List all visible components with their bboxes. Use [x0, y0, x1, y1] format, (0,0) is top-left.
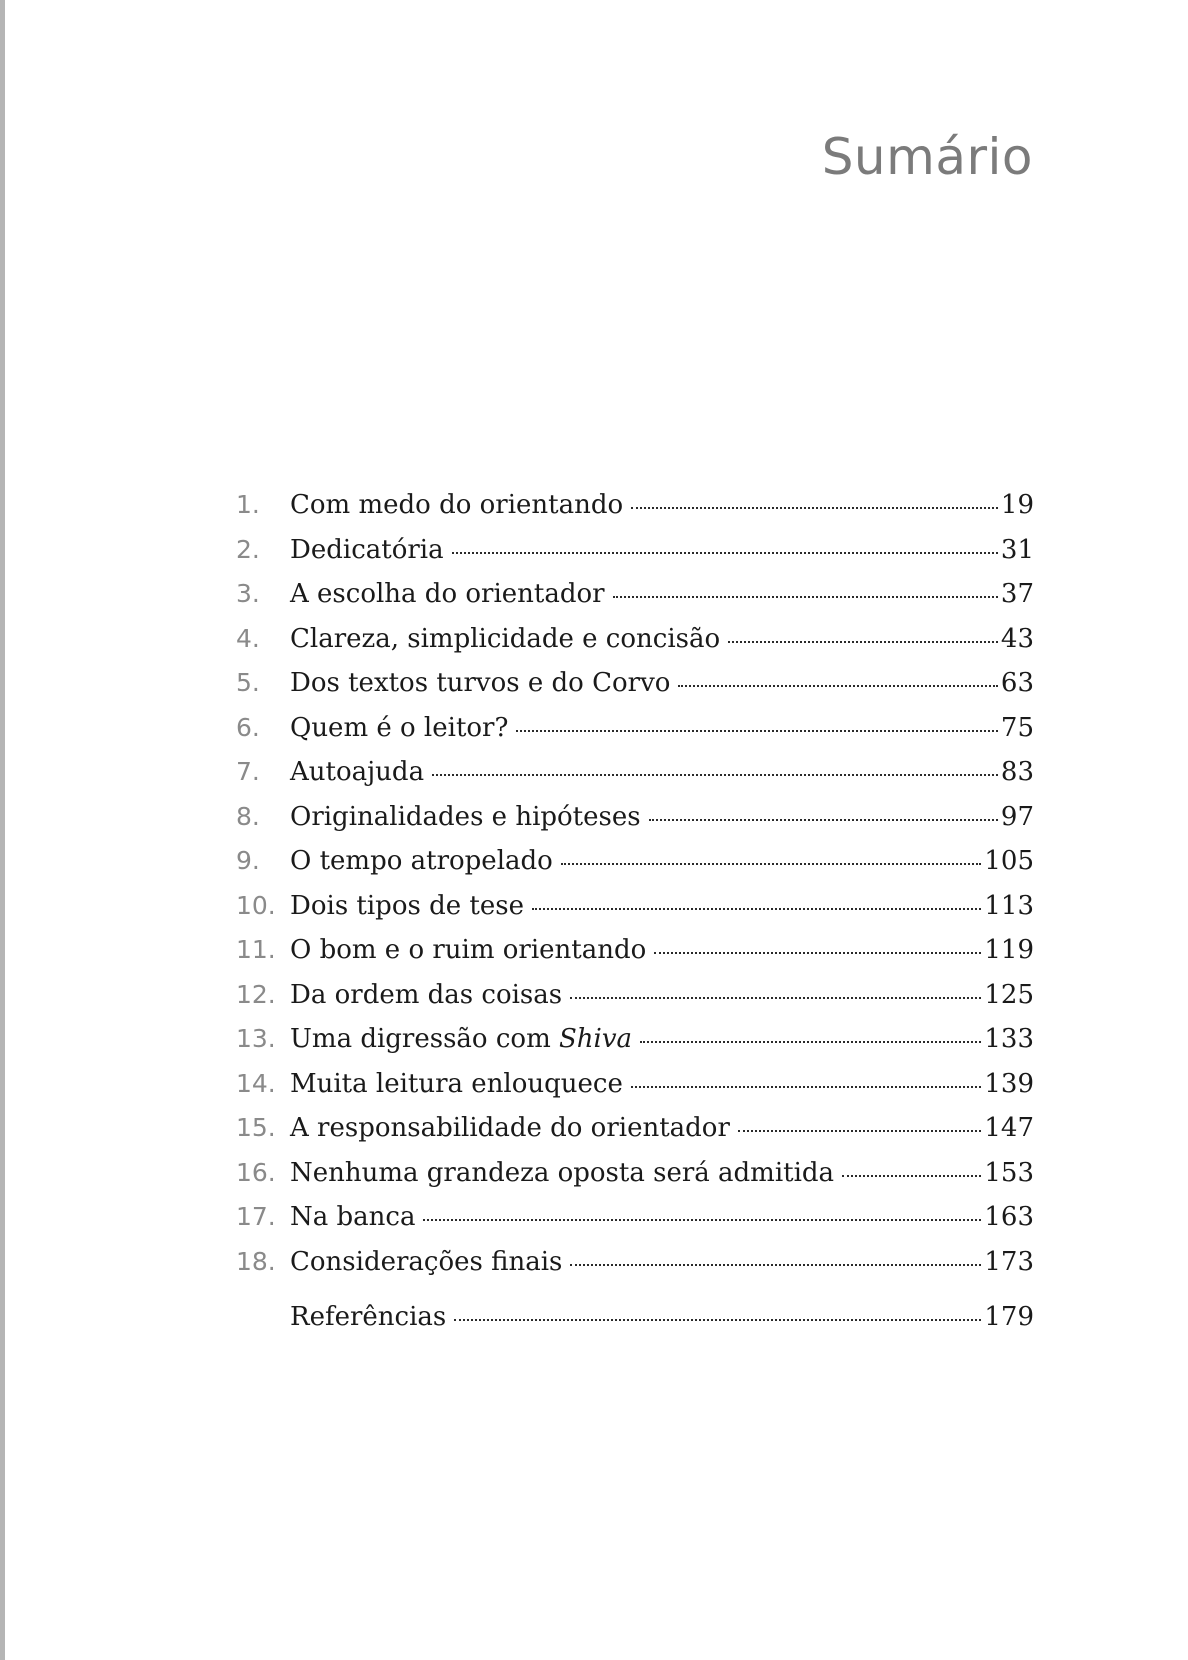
page-number: 83 — [1000, 757, 1034, 787]
chapter-number: 2. — [236, 534, 260, 564]
page-number: 119 — [984, 935, 1034, 965]
toc-entry-10[interactable] — [236, 891, 1034, 936]
chapter-title: Nenhuma grandeza oposta será admitida — [290, 1157, 835, 1188]
chapter-title: Clareza, simplicidade e concisão — [290, 623, 721, 654]
toc-entry-14[interactable] — [236, 1069, 1034, 1114]
chapter-title: Considerações finais — [290, 1246, 563, 1277]
chapter-title: O tempo atropelado — [290, 846, 553, 876]
toc-entry-16[interactable] — [236, 1158, 1034, 1203]
toc-entry-6[interactable] — [236, 713, 1034, 758]
page-number: 179 — [984, 1302, 1034, 1332]
chapter-number: 3. — [236, 579, 260, 608]
dot-leader — [738, 1130, 981, 1132]
page-number: 139 — [984, 1068, 1034, 1099]
references-title: Referências — [290, 1302, 447, 1332]
chapter-title: Na banca — [290, 1202, 416, 1232]
toc-entry-11[interactable] — [236, 935, 1034, 980]
chapter-title: O bom e o ruim orientando — [290, 935, 647, 965]
chapter-title: Dois tipos de tese — [290, 890, 524, 921]
chapter-number: 18. — [236, 1246, 276, 1276]
dot-leader — [532, 908, 981, 910]
chapter-title: A escolha do orientador — [290, 579, 605, 609]
page-number: 43 — [1000, 623, 1034, 654]
dot-leader — [640, 1041, 981, 1043]
toc-entry-1[interactable] — [236, 490, 1034, 535]
toc-entry-references[interactable] — [236, 1302, 1034, 1347]
page-number: 31 — [1000, 534, 1034, 565]
toc-entry-7[interactable] — [236, 757, 1034, 802]
dot-leader — [631, 1086, 981, 1088]
chapter-title: Dedicatória — [290, 534, 444, 565]
dot-leader — [570, 997, 981, 999]
chapter-number: 15. — [236, 1113, 276, 1142]
page-number: 113 — [984, 890, 1034, 921]
page-number: 133 — [984, 1024, 1034, 1054]
chapter-number: 13. — [236, 1024, 276, 1053]
chapter-title: Dos textos turvos e do Corvo — [290, 668, 671, 698]
chapter-number: 4. — [236, 623, 260, 653]
chapter-title-italic: Shiva — [559, 1024, 633, 1054]
chapter-number: 12. — [236, 979, 276, 1009]
page-number: 147 — [984, 1113, 1034, 1143]
dot-leader — [561, 863, 982, 865]
toc-entry-17[interactable] — [236, 1202, 1034, 1247]
dot-leader — [454, 1319, 981, 1321]
chapter-title: Da ordem das coisas — [290, 979, 563, 1010]
dot-leader — [728, 641, 998, 643]
chapter-title: Com medo do orientando — [290, 490, 624, 520]
chapter-title: A responsabilidade do orientador — [290, 1113, 730, 1143]
page-number: 125 — [984, 979, 1034, 1010]
chapter-title: Quem é o leitor? — [290, 712, 509, 743]
dot-leader — [842, 1175, 981, 1177]
page-number: 37 — [1000, 579, 1034, 609]
toc-entry-8[interactable] — [236, 802, 1034, 847]
dot-leader — [432, 774, 998, 776]
toc-entry-2[interactable] — [236, 535, 1034, 580]
page-number: 63 — [1000, 668, 1034, 698]
toc-entry-18[interactable] — [236, 1247, 1034, 1292]
chapter-title: Autoajuda — [290, 757, 425, 787]
toc-entry-9[interactable] — [236, 846, 1034, 891]
table-of-contents — [236, 490, 1034, 1347]
page-number: 19 — [1000, 490, 1034, 520]
chapter-number: 14. — [236, 1068, 276, 1098]
chapter-number: 1. — [236, 490, 260, 519]
chapter-number: 9. — [236, 846, 260, 875]
chapter-title — [290, 1024, 632, 1054]
toc-entry-4[interactable] — [236, 624, 1034, 669]
page-number: 153 — [984, 1157, 1034, 1188]
page-number: 75 — [1000, 712, 1034, 743]
toc-entry-12[interactable] — [236, 980, 1034, 1025]
dot-leader — [654, 952, 981, 954]
chapter-number: 16. — [236, 1157, 276, 1187]
dot-leader — [631, 507, 998, 509]
page-number: 97 — [1000, 801, 1034, 832]
chapter-number: 11. — [236, 935, 276, 964]
dot-leader — [678, 685, 997, 687]
dot-leader — [570, 1264, 981, 1266]
chapter-number: 7. — [236, 757, 260, 786]
chapter-title: Originalidades e hipóteses — [290, 801, 641, 832]
toc-entry-5[interactable] — [236, 668, 1034, 713]
page-title: Sumário — [821, 128, 1033, 186]
toc-entry-3[interactable] — [236, 579, 1034, 624]
dot-leader — [452, 552, 998, 554]
toc-entry-15[interactable] — [236, 1113, 1034, 1158]
chapter-number: 6. — [236, 712, 260, 742]
dot-leader — [423, 1219, 981, 1221]
dot-leader — [516, 730, 997, 732]
page-number: 163 — [984, 1202, 1034, 1232]
page-spine-edge — [0, 0, 5, 1660]
chapter-title: Muita leitura enlouquece — [290, 1068, 623, 1099]
dot-leader — [613, 596, 998, 598]
chapter-number: 10. — [236, 890, 276, 920]
page-number: 173 — [984, 1246, 1034, 1277]
chapter-number: 5. — [236, 668, 260, 697]
chapter-title-text: Uma digressão com — [290, 1024, 559, 1054]
dot-leader — [649, 819, 998, 821]
chapter-number: 17. — [236, 1202, 276, 1231]
chapter-number: 8. — [236, 801, 260, 831]
page-number: 105 — [984, 846, 1034, 876]
toc-entry-13[interactable] — [236, 1024, 1034, 1069]
